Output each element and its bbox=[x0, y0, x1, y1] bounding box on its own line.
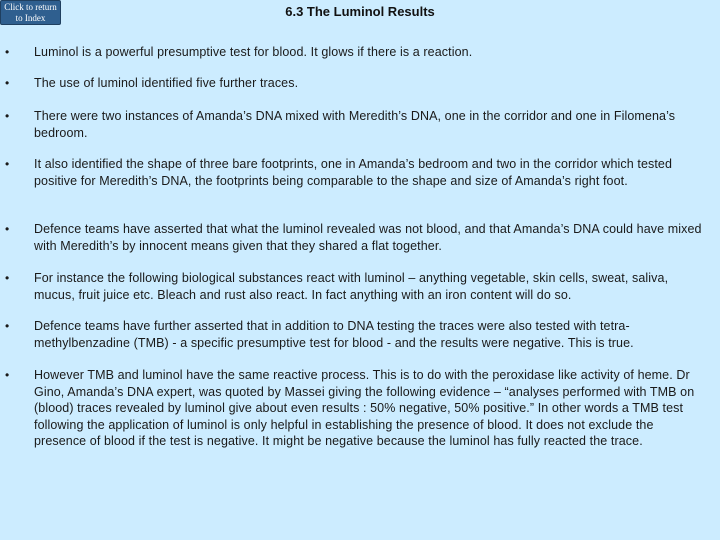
bullet-marker: • bbox=[5, 109, 10, 123]
bullet-marker: • bbox=[5, 45, 10, 59]
bullet-text: It also identified the shape of three bare footprints, one in Amanda’s bedroom and two in the corridor which tested positive for Meredith’s DNA, the footprints being comparable to the shape and size of Amanda’s right foot. bbox=[34, 157, 673, 188]
bullet-marker: • bbox=[5, 157, 10, 171]
bullet-text: Luminol is a powerful presumptive test for blood. It glows if there is a reaction. bbox=[34, 45, 473, 59]
bullet-marker: • bbox=[5, 319, 10, 333]
bullet-text: There were two instances of Amanda’s DNA mixed with Meredith’s DNA, one in the corridor and one in Filomena’s bedroom. bbox=[34, 109, 676, 140]
bullet-text: The use of luminol identified five further traces. bbox=[34, 76, 299, 90]
bullet-text: However TMB and luminol have the same reactive process. This is to do with the peroxidase like activity of heme. Dr Gino, Amanda’s DNA expert, was quoted by Massei giving the following evidence – “analyses performed with TMB on (blood) traces revealed by luminol give about even results : 50% negative, 50% positive.” In other words a TMB test following the application of luminol is only helpful in establishing the presence of blood. It does not exclude the presence of blood if the test is negative. It might be negative because the luminol has fully reacted the trace. bbox=[34, 368, 695, 448]
return-button-label-line2: to Index bbox=[15, 13, 46, 23]
bullet-text: Defence teams have further asserted that in addition to DNA testing the traces were also tested with tetra-methylbenzadine (TMB) - a specific presumptive test for blood - and the results were negative. This is true. bbox=[34, 319, 634, 350]
bullet-marker: • bbox=[5, 271, 10, 285]
bullet-marker: • bbox=[5, 76, 10, 90]
bullet-marker: • bbox=[5, 368, 10, 382]
return-button-label-line1: Click to return bbox=[4, 2, 57, 12]
bullet-marker: • bbox=[5, 222, 10, 236]
bullet-text: For instance the following biological substances react with luminol – anything vegetable, skin cells, sweat, saliva, mucus, fruit juice etc. Bleach and rust also react. In fact anything with an iron content will do so. bbox=[34, 271, 669, 302]
bullet-text: Defence teams have asserted that what the luminol revealed was not blood, and that Amanda’s DNA could have mixed with Meredith’s by innocent means given that they shared a flat together. bbox=[34, 222, 702, 253]
page-title: 6.3 The Luminol Results bbox=[285, 4, 435, 19]
